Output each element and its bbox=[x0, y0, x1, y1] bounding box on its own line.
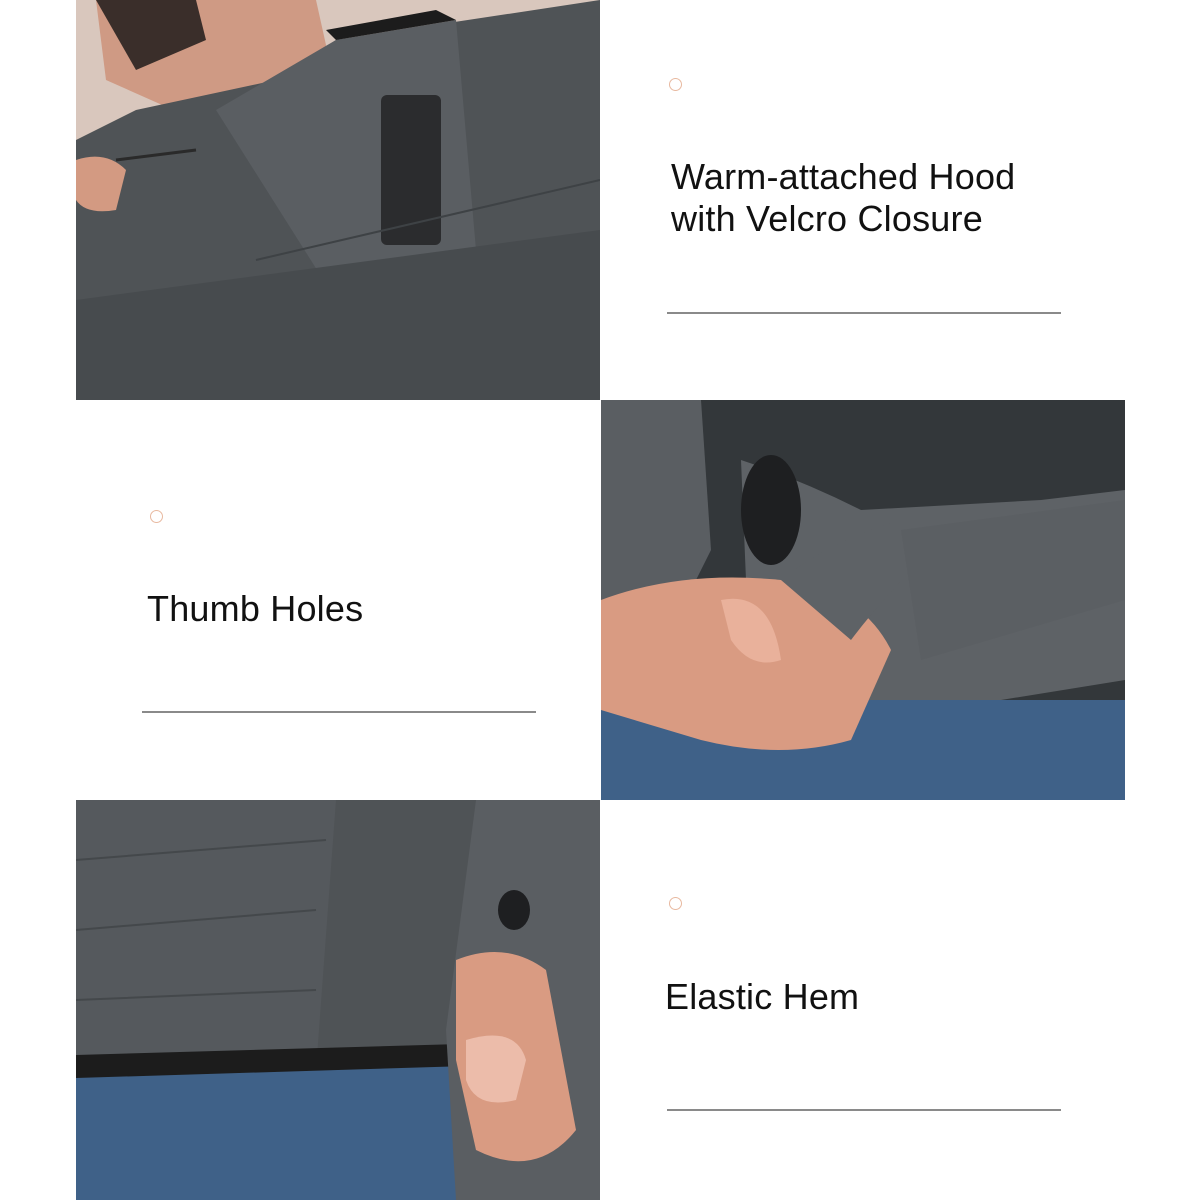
feature-hood-title-line2: with Velcro Closure bbox=[671, 198, 983, 239]
divider-line bbox=[667, 1109, 1061, 1111]
feature-hood-title-line1: Warm-attached Hood bbox=[671, 156, 1016, 197]
divider-line bbox=[142, 711, 536, 713]
circle-bullet-icon bbox=[150, 510, 163, 523]
photo-hood-closure bbox=[76, 0, 600, 400]
feature-thumb-holes-title: Thumb Holes bbox=[147, 588, 364, 629]
feature-thumb-holes bbox=[140, 500, 560, 730]
feature-elastic-hem-title: Elastic Hem bbox=[665, 976, 860, 1017]
feature-hood bbox=[664, 70, 1084, 330]
circle-bullet-icon bbox=[669, 897, 682, 910]
photo-thumb-holes bbox=[601, 400, 1125, 800]
feature-elastic-hem bbox=[664, 890, 1084, 1120]
divider-line bbox=[667, 312, 1061, 314]
circle-bullet-icon bbox=[669, 78, 682, 91]
photo-elastic-hem bbox=[76, 800, 600, 1200]
